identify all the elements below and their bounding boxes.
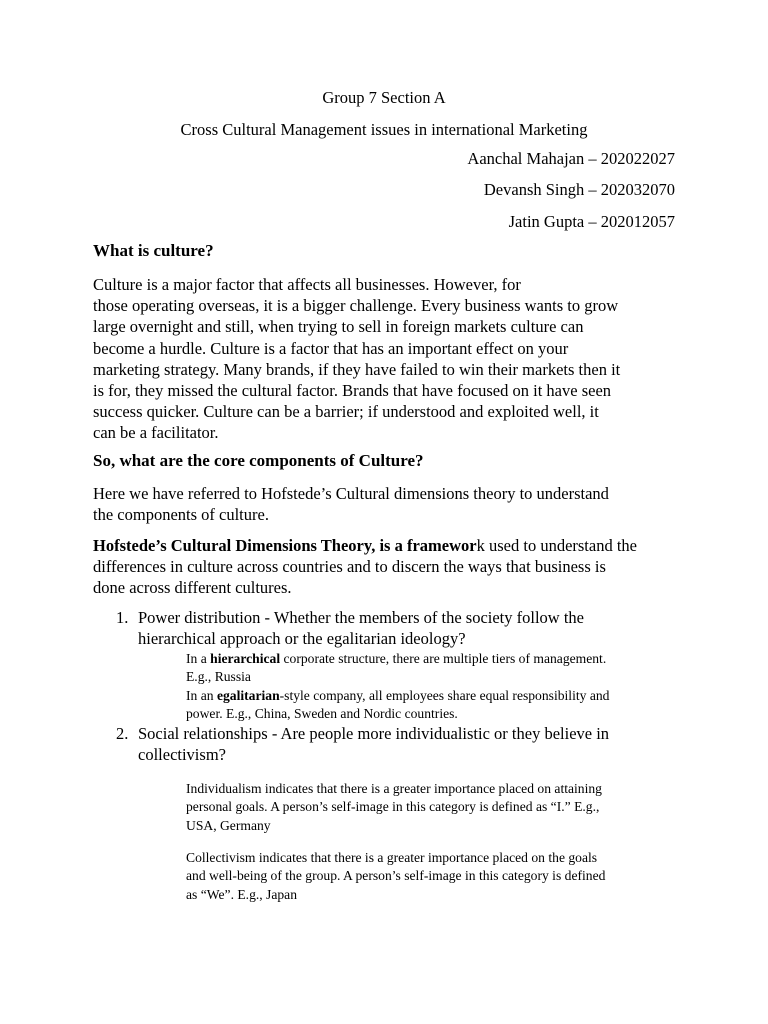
- framework-rest-text: k used to understand the: [476, 536, 637, 555]
- list-item-line: Power distribution - Whether the members of the society follow the: [138, 608, 585, 627]
- note-line: Individualism indicates that there is a greater importance placed on attaining: [186, 781, 602, 796]
- author-line: Aanchal Mahajan – 202022027: [467, 149, 675, 168]
- list-item-social-relationships: [116, 723, 676, 765]
- section-heading-culture: What is culture?: [93, 241, 214, 260]
- note-text: -style company, all employees share equal responsibility and: [279, 687, 610, 703]
- note-line: [186, 687, 686, 705]
- paragraph-line: is for, they missed the cultural factor. Brands that have focused on it have seen: [93, 381, 612, 401]
- culture-paragraph: [93, 274, 683, 444]
- note-line: as “We”. E.g., Japan: [186, 886, 298, 902]
- note-line: USA, Germany: [186, 817, 271, 833]
- section-heading-components: So, what are the core components of Culture?: [93, 451, 424, 470]
- author-line: Devansh Singh – 202032070: [483, 180, 675, 199]
- list-item-line: collectivism?: [138, 745, 226, 765]
- paragraph-line: [93, 535, 683, 556]
- list-item-line: Social relationships - Are people more individualistic or they believe in: [138, 724, 610, 743]
- hierarchical-term: hierarchical: [210, 651, 281, 666]
- group-label: Group 7 Section A: [322, 88, 446, 107]
- collectivism-note: [186, 849, 686, 904]
- list-item-line: hierarchical approach or the egalitarian ideology?: [138, 629, 466, 649]
- note-line: and well-being of the group. A person’s self-image in this category is defined: [186, 868, 606, 884]
- note-text: In an: [186, 687, 217, 703]
- document-title: Cross Cultural Management issues in international Marketing: [180, 120, 588, 139]
- list-item-power-distribution: [116, 607, 676, 649]
- note-line: [186, 650, 686, 668]
- individualism-note: [186, 780, 686, 835]
- paragraph-line: the components of culture.: [93, 505, 269, 525]
- list-number: 1.: [116, 608, 129, 627]
- paragraph-line: done across different cultures.: [93, 578, 292, 598]
- paragraph-line: Culture is a major factor that affects all businesses. However, for: [93, 275, 521, 294]
- hierarchical-note: [186, 650, 686, 723]
- paragraph-line: those operating overseas, it is a bigger challenge. Every business wants to grow: [93, 296, 619, 316]
- framework-bold-text: Hofstede’s Cultural Dimensions Theory, is a framewor: [93, 536, 477, 555]
- paragraph-line: become a hurdle. Culture is a factor that has an important effect on your: [93, 338, 569, 358]
- note-line: power. E.g., China, Sweden and Nordic countries.: [186, 705, 458, 721]
- framework-paragraph: [93, 535, 683, 599]
- list-number: 2.: [116, 724, 129, 743]
- paragraph-line: can be a facilitator.: [93, 423, 219, 443]
- note-line: Collectivism indicates that there is a greater importance placed on the goals: [186, 850, 598, 865]
- note-text: In a: [186, 651, 211, 666]
- author-line: Jatin Gupta – 202012057: [508, 212, 675, 231]
- note-line: personal goals. A person’s self-image in this category is defined as “I.” E.g.,: [186, 799, 600, 815]
- note-text: corporate structure, there are multiple tiers of management.: [280, 651, 607, 666]
- paragraph-line: marketing strategy. Many brands, if they have failed to win their markets then it: [93, 359, 621, 379]
- paragraph-line: Here we have referred to Hofstede’s Cultural dimensions theory to understand: [93, 484, 609, 503]
- note-line: E.g., Russia: [186, 669, 251, 685]
- paragraph-line: large overnight and still, when trying to sell in foreign markets culture can: [93, 317, 584, 337]
- paragraph-line: differences in culture across countries and to discern the ways that business is: [93, 557, 606, 577]
- intro-paragraph: [93, 483, 683, 525]
- egalitarian-term: egalitarian: [216, 687, 280, 703]
- paragraph-line: success quicker. Culture can be a barrier; if understood and exploited well, it: [93, 402, 599, 422]
